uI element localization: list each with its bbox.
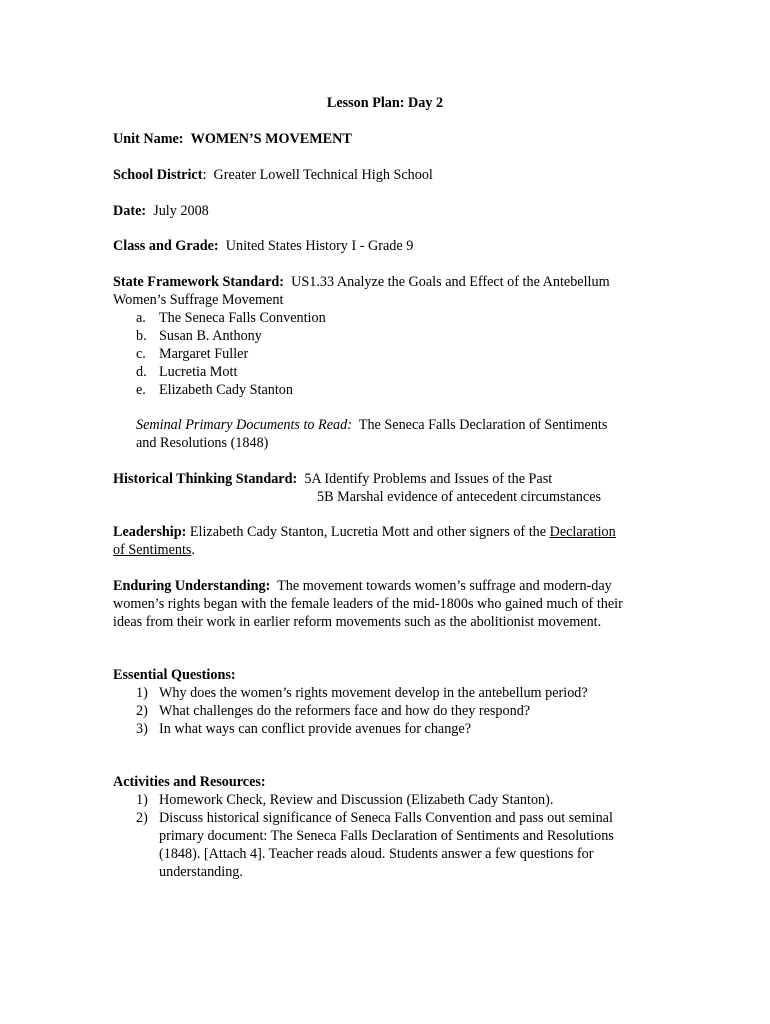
class-grade-label: Class and Grade: <box>113 238 219 254</box>
declaration-link-part1[interactable]: Declaration <box>549 524 616 540</box>
list-marker: 3) <box>136 721 148 737</box>
list-marker: a. <box>136 310 146 326</box>
historical-thinking-5b: 5B Marshal evidence of antecedent circumstances <box>317 489 602 505</box>
list-marker: c. <box>136 346 146 362</box>
list-item-text: What challenges do the reformers face and how do they respond? <box>159 703 531 719</box>
list-item-text: In what ways can conflict provide avenues for change? <box>159 721 471 737</box>
activity-item-continuation <box>159 827 614 845</box>
enduring-understanding-line-1 <box>113 577 612 595</box>
list-item-text: Margaret Fuller <box>159 346 249 362</box>
list-item-text-line1: Discuss historical significance of Seneca Falls Convention and pass out seminal <box>159 810 613 826</box>
school-district-line <box>113 166 433 184</box>
school-district-value: Greater Lowell Technical High School <box>213 167 433 183</box>
list-item-text: Elizabeth Cady Stanton <box>159 382 293 398</box>
list-item-text-line4: understanding. <box>159 864 243 880</box>
enduring-understanding-text-1: The movement towards women’s suffrage and modern-day <box>277 578 612 594</box>
historical-thinking-label: Historical Thinking Standard: <box>113 471 298 487</box>
enduring-understanding-text-2: women’s rights began with the female leaders of the mid-1800s who gained much of their <box>113 596 623 612</box>
seminal-documents-label: Seminal Primary Documents to Read: <box>136 417 352 433</box>
historical-thinking-5a: 5A Identify Problems and Issues of the Past <box>304 471 553 487</box>
list-marker: e. <box>136 382 146 398</box>
enduring-understanding-line-3 <box>113 613 601 631</box>
activity-item-continuation <box>159 845 593 863</box>
list-marker: d. <box>136 364 147 380</box>
framework-line-1 <box>113 273 610 291</box>
list-marker: 2) <box>136 703 148 719</box>
seminal-documents-line-2 <box>136 434 268 452</box>
enduring-understanding-line-2 <box>113 595 623 613</box>
list-item-text: Why does the women’s rights movement develop in the antebellum period? <box>159 685 588 701</box>
leadership-value: Elizabeth Cady Stanton, Lucretia Mott and other signers of the <box>189 524 547 540</box>
leadership-line-1 <box>113 523 616 541</box>
school-district-separator: : <box>202 167 207 183</box>
date-line <box>113 202 209 220</box>
framework-line-2 <box>113 291 283 309</box>
activities-heading: Activities and Resources: <box>113 774 266 790</box>
list-marker: b. <box>136 328 147 344</box>
framework-label: State Framework Standard: <box>113 274 285 290</box>
unit-name-value: WOMEN’S MOVEMENT <box>190 131 352 147</box>
seminal-documents-value-line1: The Seneca Falls Declaration of Sentiments <box>358 417 608 433</box>
seminal-documents-line-1 <box>136 416 607 434</box>
date-value: July 2008 <box>153 203 209 219</box>
list-marker: 1) <box>136 792 148 808</box>
class-grade-line <box>113 237 413 255</box>
framework-value-line2: Women’s Suffrage Movement <box>113 292 284 308</box>
unit-name-label: Unit Name: <box>113 131 184 147</box>
list-marker: 2) <box>136 810 148 826</box>
list-item-text: Lucretia Mott <box>159 364 238 380</box>
class-grade-value: United States History I - Grade 9 <box>225 238 414 254</box>
historical-thinking-line-2 <box>317 488 601 506</box>
leadership-period: . <box>191 542 195 558</box>
school-district-label: School District <box>113 167 203 183</box>
leadership-line-2 <box>113 541 195 559</box>
leadership-label: Leadership: <box>113 524 187 540</box>
enduring-understanding-text-3: ideas from their work in earlier reform movements such as the abolitionist movement. <box>113 614 602 630</box>
document-title: Lesson Plan: Day 2 <box>326 95 444 111</box>
historical-thinking-line-1 <box>113 470 552 488</box>
seminal-documents-value-line2: and Resolutions (1848) <box>136 435 269 451</box>
list-item-text: The Seneca Falls Convention <box>159 310 326 326</box>
list-marker: 1) <box>136 685 148 701</box>
unit-name-line <box>113 130 352 148</box>
list-item-text-line3: (1848). [Attach 4]. Teacher reads aloud. Students answer a few questions for <box>159 846 594 862</box>
activity-item-continuation <box>159 863 243 881</box>
date-label: Date: <box>113 203 147 219</box>
list-item-text: Susan B. Anthony <box>159 328 262 344</box>
list-item-text: Homework Check, Review and Discussion (Elizabeth Cady Stanton). <box>159 792 554 808</box>
framework-value-line1: US1.33 Analyze the Goals and Effect of the Antebellum <box>291 274 610 290</box>
essential-questions-heading: Essential Questions: <box>113 667 236 683</box>
declaration-link-part2[interactable]: of Sentiments <box>113 542 192 558</box>
enduring-understanding-label: Enduring Understanding: <box>113 578 271 594</box>
list-item-text-line2: primary document: The Seneca Falls Declaration of Sentiments and Resolutions <box>159 828 614 844</box>
